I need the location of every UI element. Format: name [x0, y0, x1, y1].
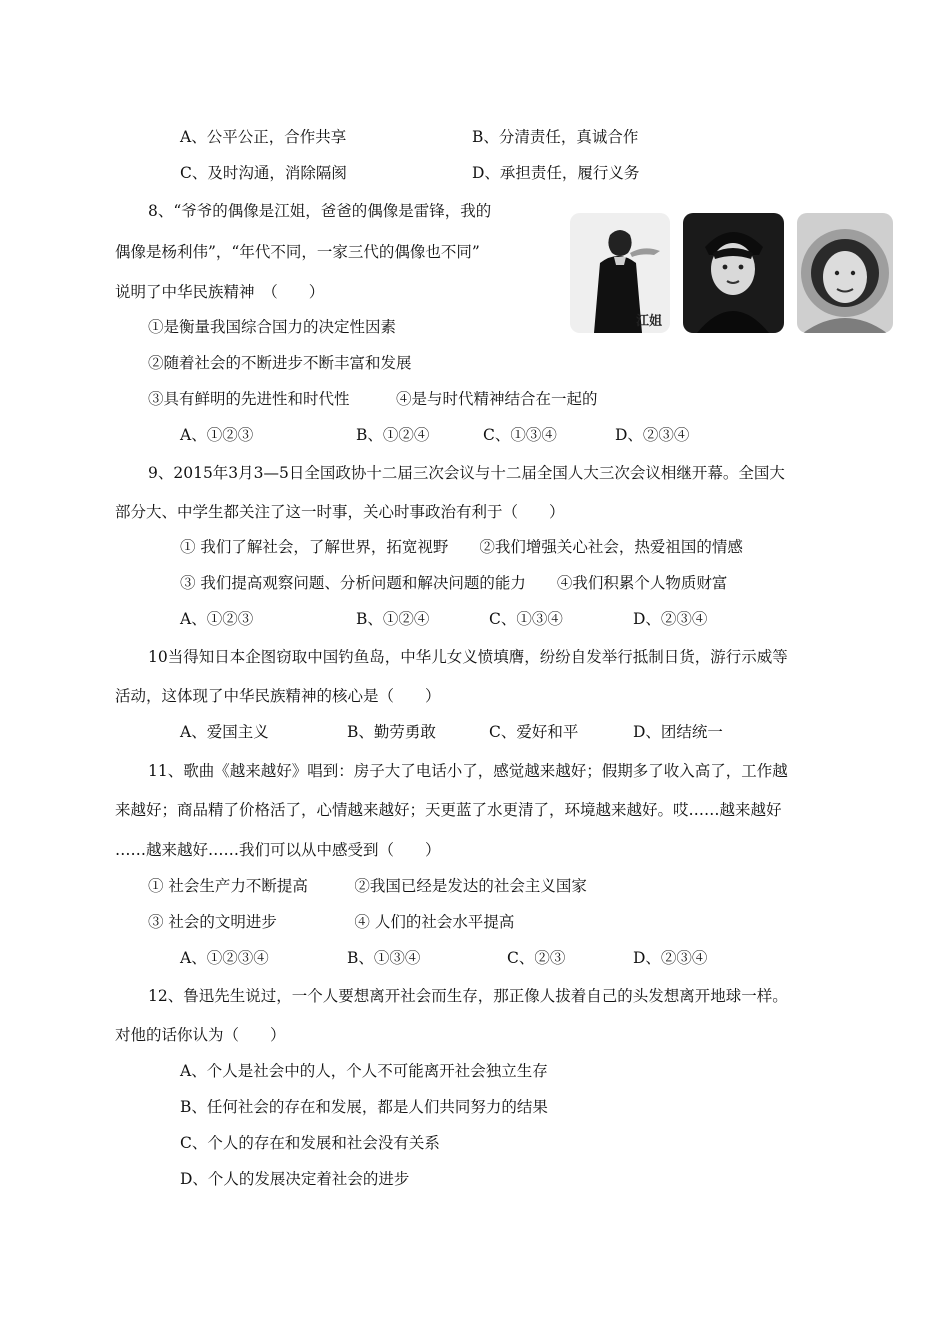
q8-option-a: A、①②③	[180, 426, 254, 444]
q12-stem-line1: 12、鲁迅先生说过，一个人要想离开社会而生存，那正像人拔着自己的头发想离开地球一样。	[148, 987, 788, 1005]
q11-option-c: C、②③	[507, 949, 566, 967]
leifeng-photo	[683, 213, 784, 333]
q8-statement-2: ②随着社会的不断进步不断丰富和发展	[148, 354, 412, 372]
q11-stem-line1: 11、歌曲《越来越好》唱到：房子大了电话小了，感觉越来越好；假期多了收入高了，工作越	[148, 762, 788, 780]
q10-stem-line2: 活动，这体现了中华民族精神的核心是（ ）	[115, 687, 441, 705]
q8-stem-line2: 偶像是杨利伟”，“年代不同，一家三代的偶像也不同”	[115, 243, 480, 261]
q11-option-b: B、①③④	[347, 949, 421, 967]
q12-option-d: D、个人的发展决定着社会的进步	[180, 1170, 410, 1188]
q8-stem-line1: 8、“爷爷的偶像是江姐，爸爸的偶像是雷锋，我的	[148, 202, 492, 220]
q10-option-b: B、勤劳勇敢	[347, 723, 436, 741]
q12-option-a: A、个人是社会中的人，个人不可能离开社会独立生存	[180, 1062, 548, 1080]
q10-stem-line1: 10当得知日本企图窃取中国钓鱼岛，中华儿女义愤填膺，纷纷自发举行抵制日货，游行示威等	[148, 648, 788, 666]
q8-stem-line3: 说明了中华民族精神 （ ）	[115, 283, 325, 301]
q11-statements-1-2: ① 社会生产力不断提高 ②我国已经是发达的社会主义国家	[148, 877, 587, 895]
q8-option-d: D、②③④	[615, 426, 690, 444]
q10-option-a: A、爱国主义	[180, 723, 269, 741]
q8-statement-1: ①是衡量我国综合国力的决定性因素	[148, 318, 397, 336]
q9-option-b: B、①②④	[356, 610, 430, 628]
q12-option-c: C、个人的存在和发展和社会没有关系	[180, 1134, 440, 1152]
q11-stem-line2: 来越好；商品精了价格活了，心情越来越好；天更蓝了水更清了，环境越来越好。哎……越来越好	[115, 801, 782, 819]
q7-option-b: B、分清责任，真诚合作	[472, 128, 639, 146]
q8-statement-3-4: ③具有鲜明的先进性和时代性 ④是与时代精神结合在一起的	[148, 390, 598, 408]
q11-option-a: A、①②③④	[180, 949, 269, 967]
q9-stem-line2: 部分大、中学生都关注了这一时事，关心时事政治有利于（ ）	[115, 503, 565, 521]
q9-option-a: A、①②③	[180, 610, 254, 628]
q11-option-d: D、②③④	[633, 949, 708, 967]
q9-statements-1-2: ① 我们了解社会，了解世界，拓宽视野 ②我们增强关心社会，热爱祖国的情感	[180, 538, 743, 556]
q10-option-d: D、团结统一	[633, 723, 723, 741]
jiangjie-photo	[570, 213, 670, 333]
q11-statements-3-4: ③ 社会的文明进步 ④ 人们的社会水平提高	[148, 913, 515, 931]
q8-option-b: B、①②④	[356, 426, 430, 444]
q9-stem-line1: 9、2015年3月3—5日全国政协十二届三次会议与十二届全国人大三次会议相继开幕。全国大	[148, 464, 785, 482]
q7-option-a: A、公平公正，合作共享	[180, 128, 347, 146]
q9-option-c: C、①③④	[489, 610, 563, 628]
yangliwei-photo	[797, 213, 893, 333]
q9-statements-3-4: ③ 我们提高观察问题、分析问题和解决问题的能力 ④我们积累个人物质财富	[180, 574, 728, 592]
q12-option-b: B、任何社会的存在和发展，都是人们共同努力的结果	[180, 1098, 548, 1116]
q12-stem-line2: 对他的话你认为（ ）	[115, 1026, 286, 1044]
q9-option-d: D、②③④	[633, 610, 708, 628]
q7-option-c: C、及时沟通，消除隔阂	[180, 164, 347, 182]
q8-option-c: C、①③④	[483, 426, 557, 444]
q11-stem-line3: ……越来越好……我们可以从中感受到（ ）	[115, 841, 441, 859]
q10-option-c: C、爱好和平	[489, 723, 579, 741]
q7-option-d: D、承担责任，履行义务	[472, 164, 640, 182]
jiangjie-caption: 江姐	[636, 314, 663, 329]
